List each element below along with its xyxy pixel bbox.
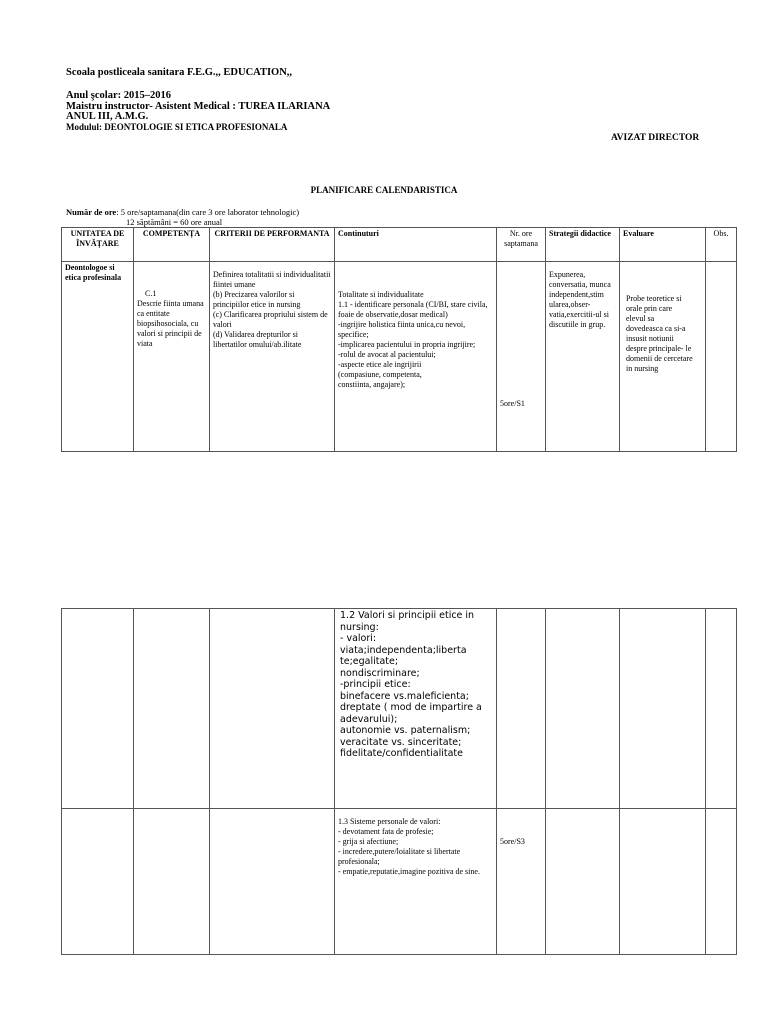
empty-cell: [706, 609, 737, 809]
obs-cell-1: [706, 262, 737, 452]
class-year: ANUL III, A.M.G.: [66, 111, 149, 122]
header-criterii: CRITERII DE PERFORMANTA: [210, 228, 335, 262]
empty-cell: [706, 809, 737, 955]
empty-cell: [134, 809, 210, 955]
school-name: Scoala postliceala sanitara F.E.G.,, EDUCATION,,: [66, 67, 293, 78]
empty-cell: [210, 609, 335, 809]
module-name: Modulul: DEONTOLOGIE SI ETICA PROFESIONALA: [66, 122, 288, 132]
hours-label: Număr de ore: [66, 207, 117, 217]
planning-table-1: [61, 227, 737, 452]
ore-cell-1: 5ore/S1: [497, 262, 546, 452]
header-continuturi: Continuturi: [335, 228, 497, 262]
hours-line1: : 5 ore/saptamana(din care 3 ore laborator tehnologic): [116, 207, 300, 217]
hours-line2: 12 săptămâni = 60 ore anual: [126, 217, 223, 227]
avizat-director: AVIZAT DIRECTOR: [611, 133, 700, 143]
continut-cell-1: Totalitate si individualitate 1.1 - identificare personala (CI/BI, stare civila, foaie de observatie,dosar medical) -ingrijire holistica fiinta unica,cu nevoi, specifice; -implicarea pacientului in propria ingrijire; -rolul de avocat al pacientului; -aspecte etice ale ingrijirii (compasiune, competenta, constiinta, angajare);: [335, 262, 497, 452]
empty-cell: [134, 609, 210, 809]
instructor: Maistru instructor- Asistent Medical : TUREA ILARIANA: [66, 101, 331, 112]
header-competenta: COMPETENȚA: [134, 228, 210, 262]
empty-cell: [546, 609, 620, 809]
continut-cell-2: 1.2 Valori si principii etice in nursing: - valori: viata;independenta;liberta te;egalitate; nondiscriminare; -principii etice: binefacere vs.maleficienta; dreptate ( mod de impartire a adevarului); autonomie vs. paternalism; veracitate vs. sinceritate; fidelitate/confidentialitate: [335, 609, 497, 809]
ore-cell-3: 5ore/S3: [497, 809, 546, 955]
competenta-cell: [134, 262, 210, 452]
competenta-code: C.1: [145, 289, 157, 298]
competenta-text: Descrie fiinta umana ca entitate biopsihosociala, cu valori si principii de viata: [137, 299, 204, 348]
empty-cell: [620, 609, 706, 809]
header-evaluare: Evaluare: [620, 228, 706, 262]
header-strategii: Strategii didactice: [546, 228, 620, 262]
empty-cell: [210, 809, 335, 955]
planning-table-2: [61, 608, 737, 955]
empty-cell: [62, 809, 134, 955]
empty-cell: [497, 609, 546, 809]
empty-cell: [546, 809, 620, 955]
continut-cell-3: 1.3 Sisteme personale de valori: - devotament fata de profesie; - grija si afectiune; - incredere,putere/loialitate si libertate profesionala; - empatie,reputatie,imagine pozitiva de sine.: [335, 809, 497, 955]
evaluare-cell: Probe teoretice si orale prin care elevul sa dovedeasca ca si-a insusit notiunii despre principale- le domenii de cercetare in nursing: [620, 262, 706, 452]
hours-info: [66, 207, 299, 227]
page-title: PLANIFICARE CALENDARISTICA: [310, 185, 458, 195]
empty-cell: [620, 809, 706, 955]
criterii-cell: Definirea totalitatii si individualitatii fiintei umane (b) Precizarea valorilor si principiilor etice in nursing (c) Clarificarea propriului sistem de valori (d) Validarea drepturilor si libertatilor omului/ab.ilitate: [210, 262, 335, 452]
empty-cell: [62, 609, 134, 809]
strategii-cell: Expunerea, conversatia, munca independent,stim ularea,obser-vatia,exercitii-ul si discutiile in grup.: [546, 262, 620, 452]
unit-cell: Deontologoe si etica profesinala: [62, 262, 134, 452]
header-ore: Nr. ore saptamana: [497, 228, 546, 262]
school-year: Anul şcolar: 2015–2016: [66, 90, 171, 101]
header-obs: Obs.: [706, 228, 737, 262]
header-unit: UNITATEA DE ÎNVĂȚARE: [62, 228, 134, 262]
